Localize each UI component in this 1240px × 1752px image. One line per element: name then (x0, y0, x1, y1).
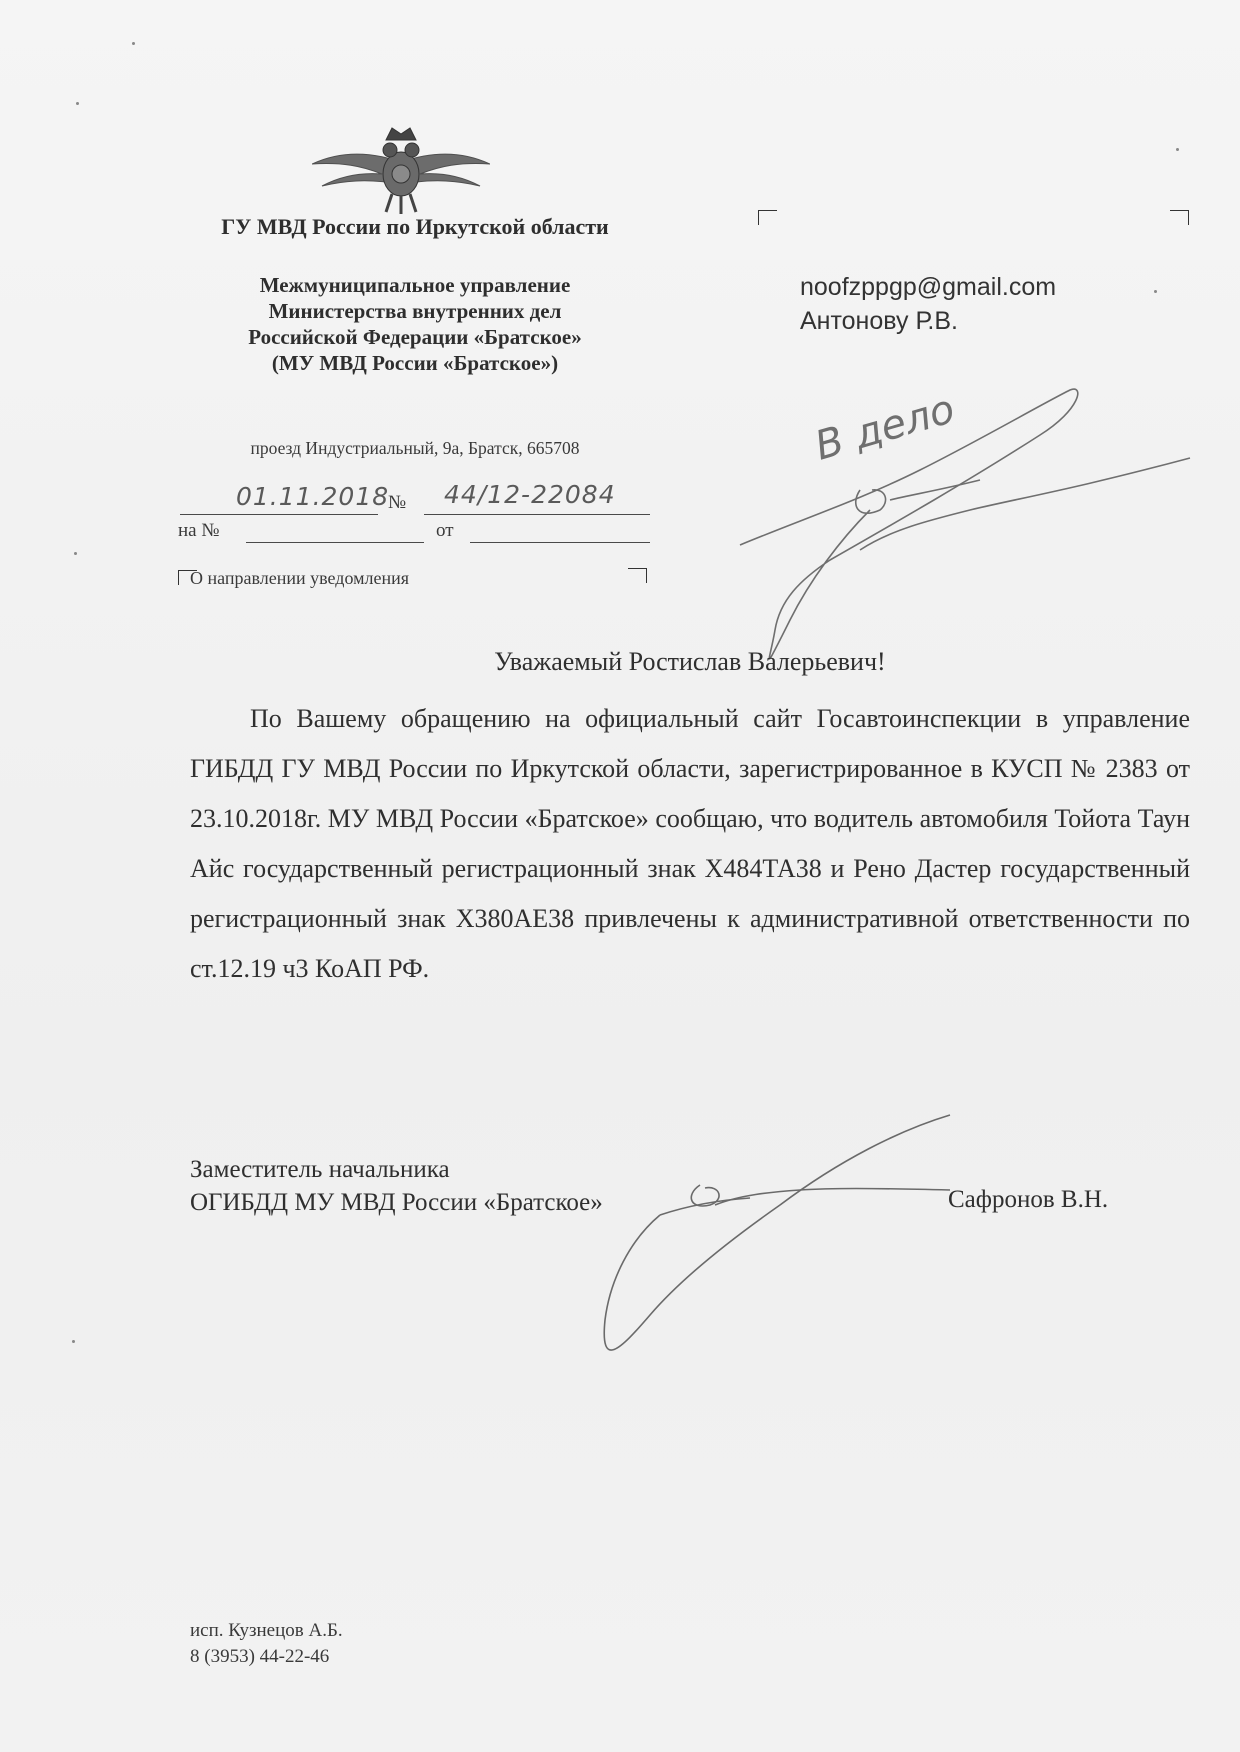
scan-speck (1176, 148, 1179, 151)
recipient-corner-left (758, 210, 777, 225)
number-underline (424, 514, 650, 515)
date-underline (180, 514, 378, 515)
number-handwritten: 44/12-22084 (444, 480, 616, 509)
organization-line: (МУ МВД России «Братское») (271, 351, 559, 375)
recipient-name: Антонову Р.В. (800, 307, 958, 335)
signatory-name: Сафронов В.Н. (948, 1186, 1109, 1213)
organization-block (190, 272, 640, 376)
scan-speck (76, 102, 79, 105)
greeting: Уважаемый Ростислав Валерьевич! (494, 647, 886, 676)
official-signature (600, 1110, 960, 1380)
scan-speck (132, 42, 135, 45)
ref-from-underline (470, 542, 650, 543)
recipient-email: noofzppgp@gmail.com (800, 273, 1057, 301)
executor-phone: 8 (3953) 44-22-46 (190, 1646, 330, 1667)
recipient-corner-right (1170, 210, 1189, 225)
organization-top: ГУ МВД России по Иркутской области (221, 214, 609, 239)
resolution-signature (740, 380, 1200, 680)
subject-corner-right (628, 568, 647, 583)
resolution-text: В дело (810, 386, 960, 470)
scan-speck (74, 552, 77, 555)
organization-line: Министерства внутренних дел (268, 299, 562, 323)
organization-line: Российской Федерации «Братское» (248, 325, 582, 349)
ref-number-underline (246, 542, 424, 543)
ref-number-label: на № (178, 520, 220, 541)
recipient-block (800, 270, 1056, 338)
address: проезд Индустриальный, 9а, Братск, 665708 (250, 438, 580, 458)
signatory-title-line1: Заместитель начальника (190, 1156, 450, 1183)
number-label: № (388, 492, 407, 513)
signatory-title (190, 1153, 603, 1219)
scan-speck (72, 1340, 75, 1343)
subject: О направлении уведомления (190, 568, 410, 588)
body-text: По Вашему обращению на официальный сайт Госавтоинспекции в управление ГИБДД ГУ МВД России по Иркутской области, зарегистрированное в КУСП № 2383 от 23.10.2018г. МУ МВД России «Братское» сообщаю, что водитель автомобиля Тойота Таун Айс государственный регистрационный знак Х484ТА38 и Рено Дастер государственный регистрационный знак Х380АЕ38 привлечены к административной ответственности по ст.12.19 ч3 КоАП РФ. (190, 704, 1190, 983)
organization-line: Межмуниципальное управление (259, 273, 571, 297)
ref-from-label: от (436, 520, 454, 541)
scan-speck (1154, 290, 1157, 293)
executor-block (190, 1618, 343, 1670)
executor-name: исп. Кузнецов А.Б. (190, 1620, 343, 1641)
eagle-emblem-icon (312, 122, 490, 214)
signatory-title-line2: ОГИБДД МУ МВД России «Братское» (190, 1189, 603, 1216)
date-handwritten: 01.11.2018 (236, 482, 390, 511)
